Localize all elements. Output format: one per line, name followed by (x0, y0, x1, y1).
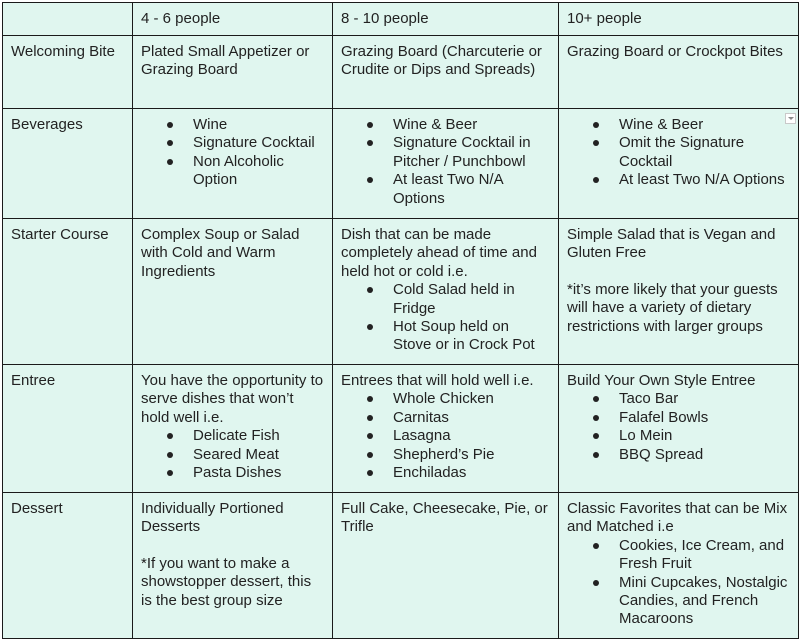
list-item: Hot Soup held on Stove or in Crock Pot (393, 318, 550, 355)
bullet-list (567, 390, 790, 464)
bullet-list (341, 281, 550, 355)
bullet-list (567, 116, 790, 190)
list-item: Whole Chicken (393, 390, 550, 408)
list-item: Pasta Dishes (193, 464, 324, 482)
list-item: Wine (193, 116, 324, 134)
paragraph-gap (567, 263, 790, 281)
list-item: Signature Cocktail (193, 134, 324, 152)
table-body (3, 3, 799, 639)
table-row-starter-course (3, 219, 799, 365)
list-item: Omit the Signature Cocktail (619, 134, 790, 171)
table-cell[interactable] (559, 109, 799, 219)
list-item: At least Two N/A Options (619, 171, 790, 189)
bullet-list (341, 116, 550, 208)
table-cell[interactable] (133, 219, 333, 365)
header-cell-8-10-people[interactable]: 8 - 10 people (333, 3, 559, 36)
cell-text: Plated Small Appetizer or Grazing Board (141, 43, 310, 79)
list-item: BBQ Spread (619, 446, 790, 464)
list-item: Delicate Fish (193, 427, 324, 445)
list-item: Seared Meat (193, 446, 324, 464)
cell-text: Complex Soup or Salad with Cold and Warm Ingredients (141, 226, 300, 280)
cell-text: Classic Favorites that can be Mix and Matched i.e (567, 500, 788, 536)
menu-planning-table (2, 2, 799, 639)
list-item: Cold Salad held in Fridge (393, 281, 550, 318)
bullet-list (341, 390, 550, 482)
bullet-list (141, 116, 324, 190)
cell-wrapper (567, 116, 790, 190)
list-item: Falafel Bowls (619, 409, 790, 427)
table-cell[interactable] (333, 109, 559, 219)
list-item: Taco Bar (619, 390, 790, 408)
list-item: Enchiladas (393, 464, 550, 482)
table-row-beverages (3, 109, 799, 219)
bullet-list (567, 537, 790, 629)
list-item: Signature Cocktail in Pitcher / Punchbowl (393, 134, 550, 171)
cell-text: Grazing Board (Charcuterie or Crudite or Dips and Spreads) (341, 43, 542, 79)
table-cell[interactable] (133, 493, 333, 639)
list-item: Non Alcoholic Option (193, 153, 324, 190)
bullet-list (141, 427, 324, 482)
table-cell[interactable] (559, 36, 799, 109)
cell-text: Build Your Own Style Entree (567, 372, 756, 389)
table-cell[interactable] (333, 36, 559, 109)
list-item: Cookies, Ice Cream, and Fresh Fruit (619, 537, 790, 574)
table-cell[interactable] (333, 219, 559, 365)
list-item: At least Two N/A Options (393, 171, 550, 208)
cell-text: Grazing Board or Crockpot Bites (567, 43, 783, 60)
list-item: Carnitas (393, 409, 550, 427)
table-cell[interactable] (559, 219, 799, 365)
list-item: Lasagna (393, 427, 550, 445)
list-item: Lo Mein (619, 427, 790, 445)
table-cell[interactable] (333, 365, 559, 493)
table-cell[interactable] (559, 365, 799, 493)
table-cell[interactable] (133, 109, 333, 219)
cell-text: You have the opportunity to serve dishes that won’t hold well i.e. (141, 372, 324, 426)
list-item: Shepherd’s Pie (393, 446, 550, 464)
header-cell-blank[interactable] (3, 3, 133, 36)
table-cell[interactable] (559, 493, 799, 639)
table-cell[interactable] (133, 365, 333, 493)
header-cell-10-plus-people[interactable]: 10+ people (559, 3, 799, 36)
cell-text: Dish that can be made completely ahead of time and held hot or cold i.e. (341, 226, 537, 280)
list-item: Wine & Beer (619, 116, 790, 134)
cell-note: *it’s more likely that your guests will have a variety of dietary restrictions with larger groups (567, 280, 778, 335)
row-label-welcoming-bite[interactable]: Welcoming Bite (3, 36, 133, 109)
list-item: Wine & Beer (393, 116, 550, 134)
row-label-entree[interactable]: Entree (3, 365, 133, 493)
header-row (3, 3, 799, 36)
cell-text: Full Cake, Cheesecake, Pie, or Trifle (341, 500, 548, 536)
table-row-entree (3, 365, 799, 493)
cell-text: Entrees that will hold well i.e. (341, 372, 534, 389)
table-row-dessert (3, 493, 799, 639)
cell-text: Simple Salad that is Vegan and Gluten Free (567, 226, 776, 262)
list-item: Mini Cupcakes, Nostalgic Candies, and French Macaroons (619, 574, 790, 629)
row-label-beverages[interactable]: Beverages (3, 109, 133, 219)
paragraph-gap (141, 537, 324, 555)
row-label-dessert[interactable]: Dessert (3, 493, 133, 639)
table-cell[interactable] (133, 36, 333, 109)
cell-text: Individually Portioned Desserts (141, 500, 284, 536)
table-cell[interactable] (333, 493, 559, 639)
table-row-welcoming-bite (3, 36, 799, 109)
cell-note: *If you want to make a showstopper dessert, this is the best group size (141, 554, 312, 609)
header-cell-4-6-people[interactable]: 4 - 6 people (133, 3, 333, 36)
row-label-starter-course[interactable]: Starter Course (3, 219, 133, 365)
